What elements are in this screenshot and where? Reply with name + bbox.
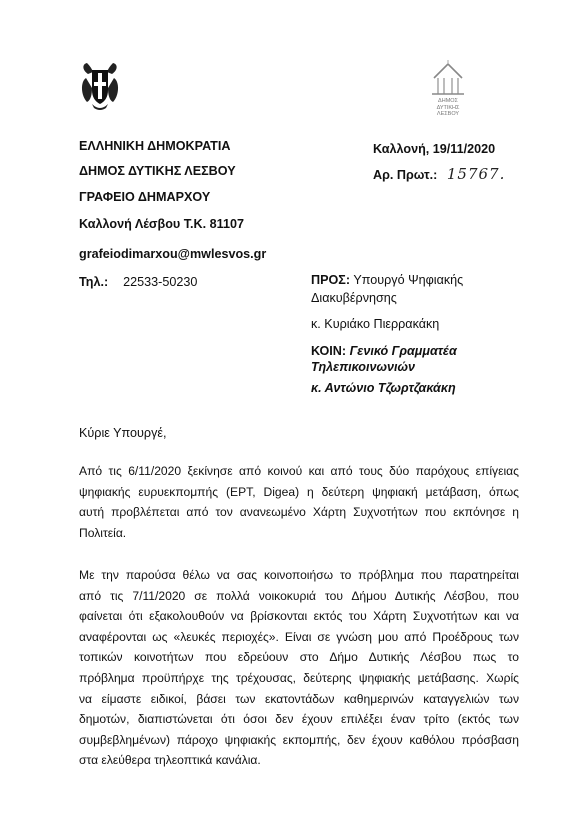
- sender-municipality: ΔΗΜΟΣ ΔΥΤΙΚΗΣ ΛΕΣΒΟΥ: [79, 164, 236, 178]
- paragraph-2-line: από τις 7/11/2020 σε πολλά νοικοκυριά του Δήμου Δυτικής Λέσβου, που: [79, 588, 519, 603]
- protocol-label: Αρ. Πρωτ.:: [373, 168, 438, 182]
- phone-label: Τηλ.:: [79, 275, 109, 289]
- sender-email: grafeiodimarxou@mwlesvos.gr: [79, 247, 267, 261]
- paragraph-1-line: αυτή προβλέπεται από τον ανανεωμένο Χάρτη Συχνοτήτων που εκπόνησε η: [79, 505, 519, 520]
- logo-caption-line2: ΔΥΤΙΚΗΣ: [436, 104, 460, 111]
- to-recipient-title: Υπουργό Ψηφιακής: [353, 273, 464, 287]
- paragraph-2-line: στα ελεύθερα τηλεοπτικά κανάλια.: [79, 753, 261, 768]
- cc-recipient-title: Γενικό Γραμματέα: [349, 344, 457, 358]
- phone-value: 22533-50230: [123, 275, 198, 289]
- paragraph-2-line: πρόβλημα προϋπήρχε της τρέχουσας, δεύτερης ψηφιακής μετάβασης. Χωρίς: [79, 670, 519, 685]
- cc-person: κ. Αντώνιο Τζωρτζακάκη: [311, 381, 456, 395]
- logo-caption-line3: ΛΕΣΒΟΥ: [436, 111, 460, 117]
- paragraph-2-line: τοπικών κοινοτήτων που εδρεύουν στο Δήμο Δυτικής Λέσβου πως το: [79, 650, 519, 665]
- sender-office: ΓΡΑΦΕΙΟ ΔΗΜΑΡΧΟΥ: [79, 190, 211, 204]
- logo-caption-line1: ΔΗΜΟΣ: [438, 98, 458, 104]
- protocol-handwritten-number: 15767.: [446, 165, 506, 183]
- paragraph-2: [79, 565, 519, 771]
- paragraph-2-line: Με την παρούσα θέλω να σας κοινοποιήσω το πρόβλημα που παρατηρείται: [79, 568, 519, 582]
- paragraph-2-line: αναφέρονται ως «λευκές περιοχές». Είναι σε γνώση μου από Προέδρους των: [79, 629, 519, 644]
- cc-label: ΚΟΙΝ:: [311, 344, 347, 358]
- municipality-logo: [426, 58, 470, 116]
- to-person: κ. Κυριάκο Πιερρακάκη: [311, 317, 440, 331]
- paragraph-1-line: Πολιτεία.: [79, 525, 127, 540]
- salutation: Κύριε Υπουργέ,: [79, 426, 167, 440]
- coat-of-arms-emblem: [80, 60, 120, 112]
- paragraph-1-line: Από τις 6/11/2020 ξεκίνησε από κοινού και από τους δύο παρόχους επίγειας: [79, 464, 519, 478]
- protocol-number: [373, 166, 505, 183]
- paragraph-2-line: συμβεβλημένων) πάροχο ψηφιακής εκπομπής, δεν έχουν καθόλου πρόσβαση: [79, 732, 519, 747]
- paragraph-1-line: ψηφιακής ευρυεκπομπής (ΕΡΤ, Digea) η δεύτερη ψηφιακή μετάβαση, όπως: [79, 484, 519, 499]
- to-label: ΠΡΟΣ:: [311, 273, 351, 287]
- sender-country: ΕΛΛΗΝΙΚΗ ΔΗΜΟΚΡΑΤΙΑ: [79, 139, 231, 153]
- paragraph-1: [79, 461, 519, 543]
- paragraph-2-line: δημοτών, διαπιστώνεται ότι όσοι δεν έχουν επιλέξει έναν τρίτο (εκτός των: [79, 712, 519, 727]
- sender-address: Καλλονή Λέσβου Τ.Κ. 81107: [79, 217, 244, 231]
- sender-phone: [79, 274, 197, 290]
- paragraph-2-line: φαίνεται ότι εξακολουθούν να βρίσκονται εκτός του Χάρτη Συχνοτήτων και να: [79, 609, 519, 624]
- to-line1: [311, 272, 463, 288]
- paragraph-2-line: να είμαστε ειδικοί, βάσει των εκατοντάδων καθημερινών καταγγελιών των: [79, 691, 519, 706]
- cc-line1: [311, 343, 457, 359]
- to-line2: Διακυβέρνησης: [311, 291, 397, 305]
- cc-line2: Τηλεπικοινωνιών: [311, 360, 416, 374]
- document-date: Καλλονή, 19/11/2020: [373, 142, 496, 156]
